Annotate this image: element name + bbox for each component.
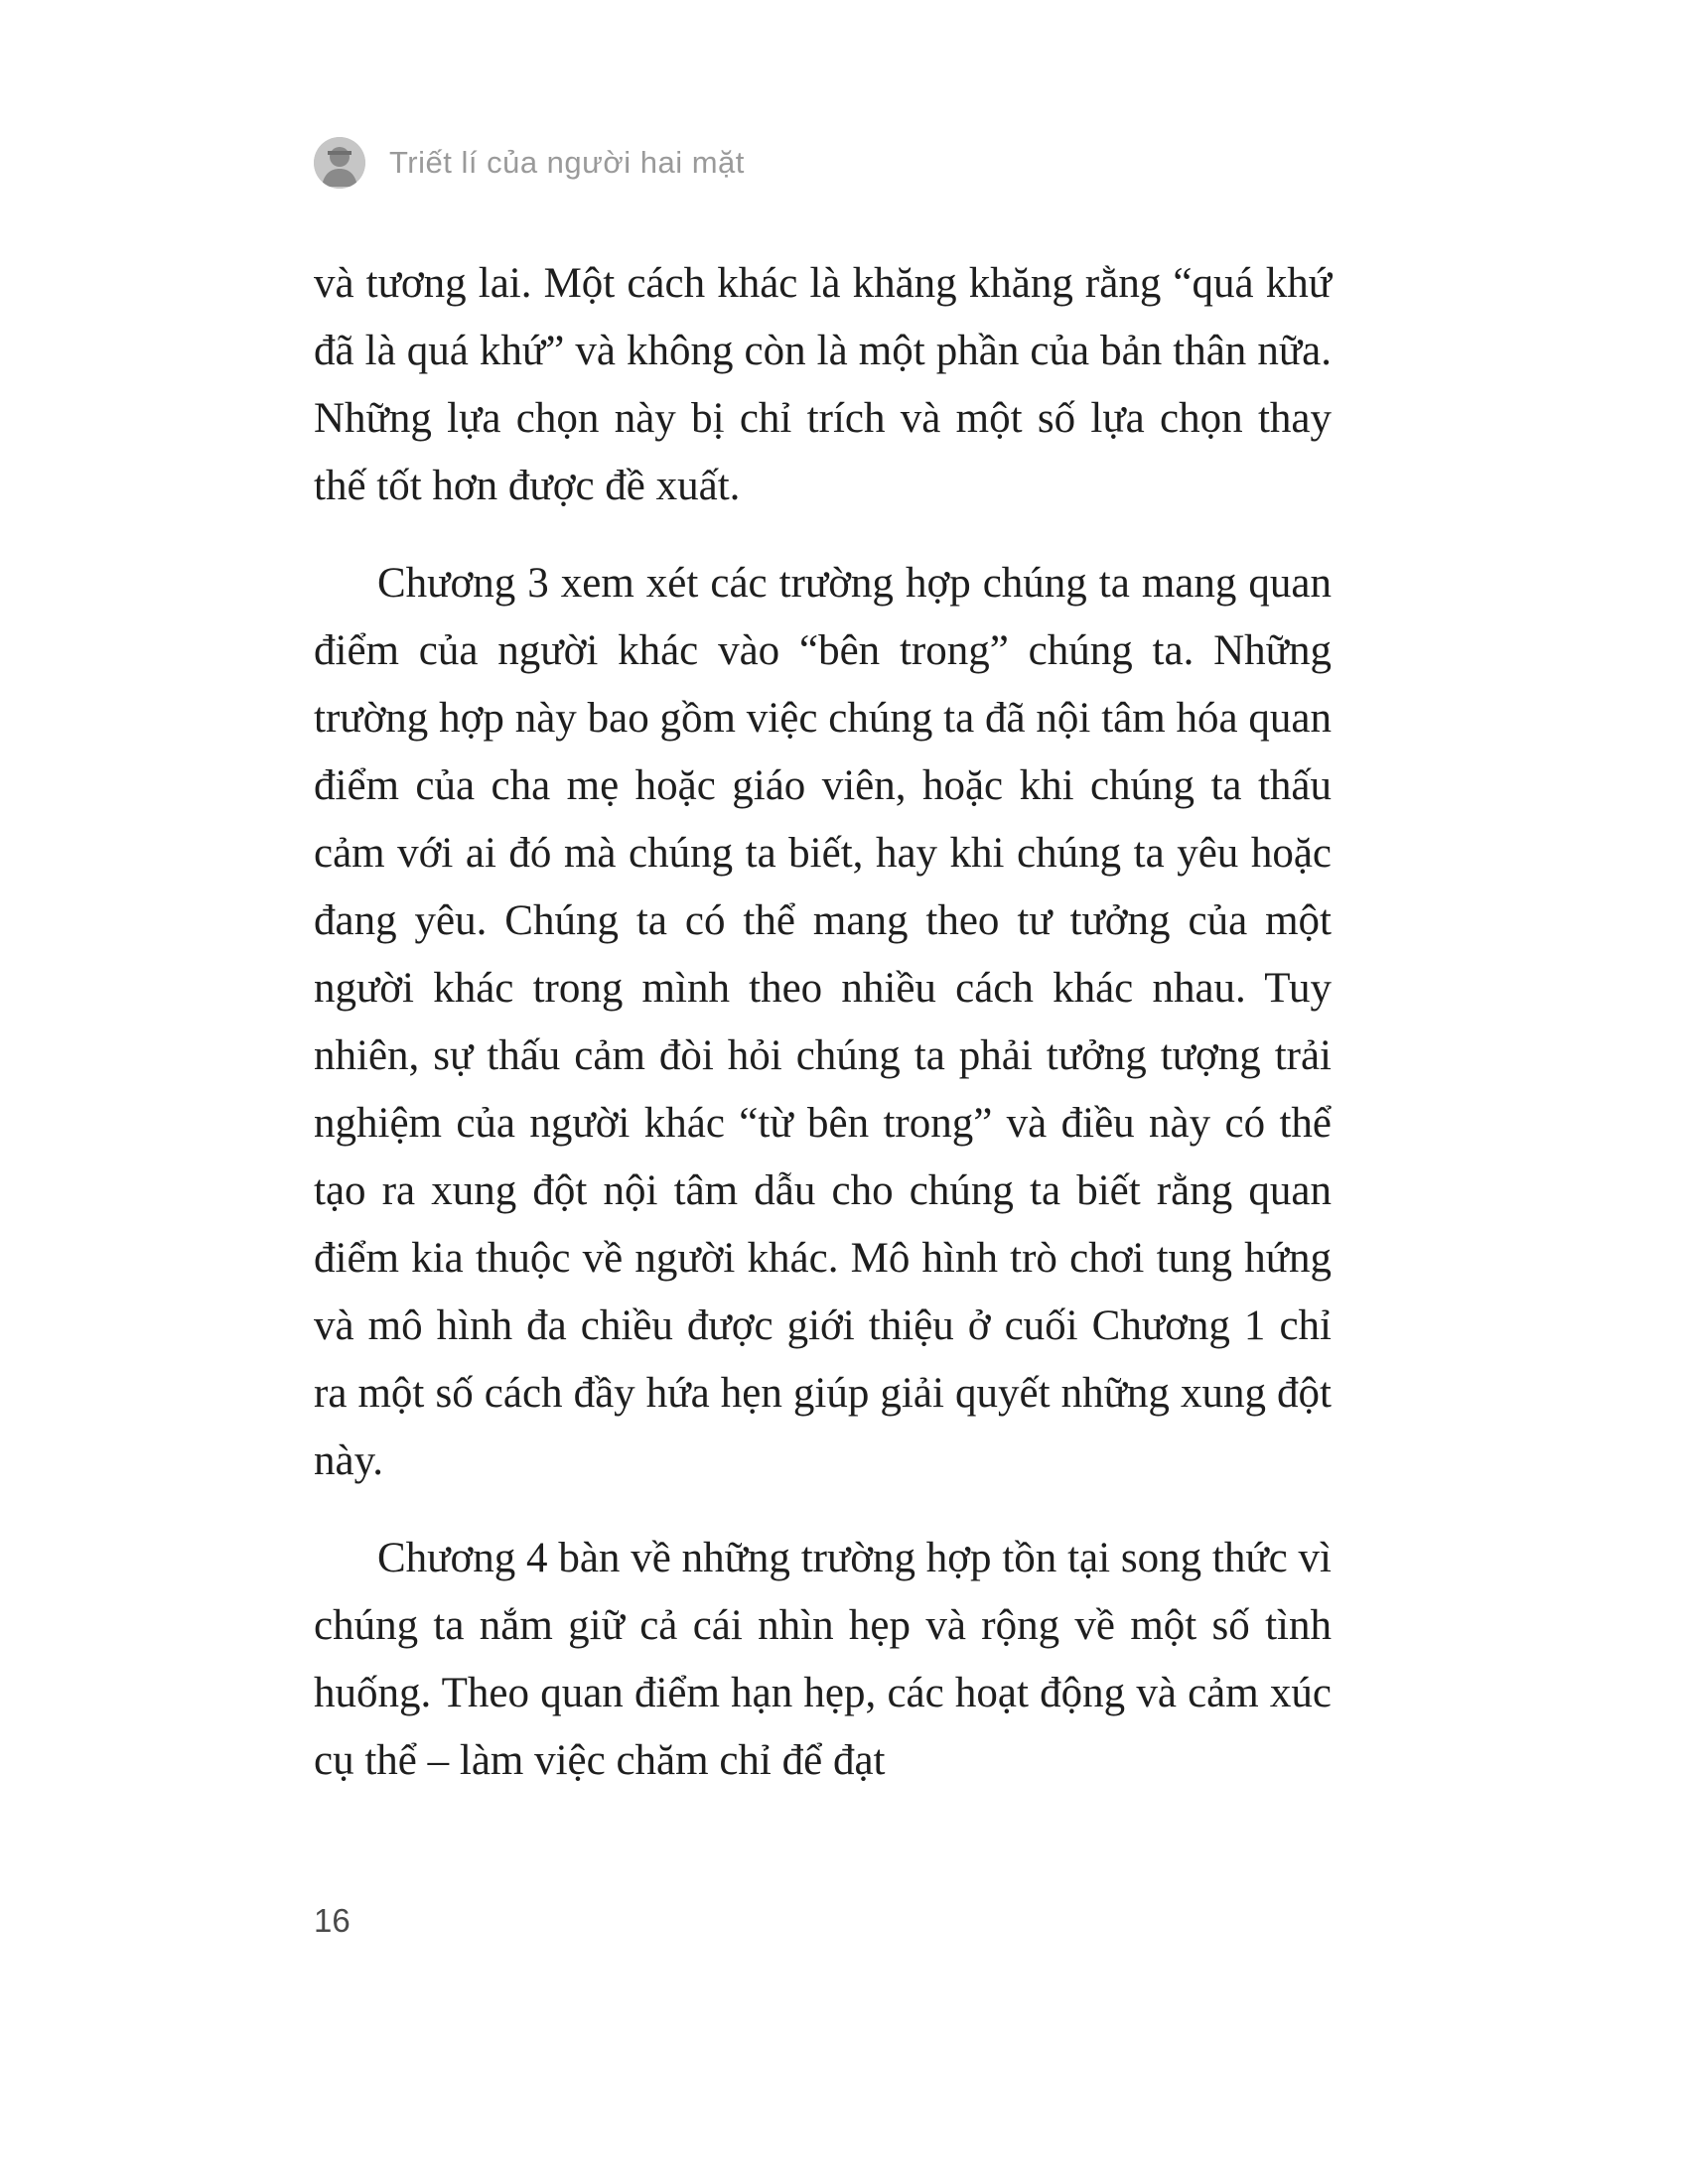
running-header-title: Triết lí của người hai mặt bbox=[389, 145, 745, 180]
running-header bbox=[314, 137, 745, 189]
paragraph-continuation: và tương lai. Một cách khác là khăng khăng rằng “quá khứ đã là quá khứ” và không còn là một phần của bản thân nữa. Những lựa chọn này bị chỉ trích và một số lựa chọn thay thế tốt hơn được đề xuất. bbox=[314, 260, 1332, 509]
paragraph-chapter-4: Chương 4 bàn về những trường hợp tồn tại song thức vì chúng ta nắm giữ cả cái nhìn hẹp và rộng về một số tình huống. Theo quan điểm hạn hẹp, các hoạt động và cảm xúc cụ thể – làm việc chăm chỉ để đạt bbox=[314, 1535, 1332, 1784]
page-number: 16 bbox=[314, 1902, 351, 1939]
body-text-block bbox=[314, 250, 1332, 1825]
face-portrait-icon bbox=[314, 137, 365, 189]
paragraph-chapter-3: Chương 3 xem xét các trường hợp chúng ta mang quan điểm của người khác vào “bên trong” chúng ta. Những trường hợp này bao gồm việc chúng ta đã nội tâm hóa quan điểm của cha mẹ hoặc giáo viên, hoặc khi chúng ta thấu cảm với ai đó mà chúng ta biết, hay khi chúng ta yêu hoặc đang yêu. Chúng ta có thể mang theo tư tưởng của một người khác trong mình theo nhiều cách khác nhau. Tuy nhiên, sự thấu cảm đòi hỏi chúng ta phải tưởng tượng trải nghiệm của người khác “từ bên trong” và điều này có thể tạo ra xung đột nội tâm dẫu cho chúng ta biết rằng quan điểm kia thuộc về người khác. Mô hình trò chơi tung hứng và mô hình đa chiều được giới thiệu ở cuối Chương 1 chỉ ra một số cách đầy hứa hẹn giúp giải quyết những xung đột này. bbox=[314, 560, 1332, 1484]
